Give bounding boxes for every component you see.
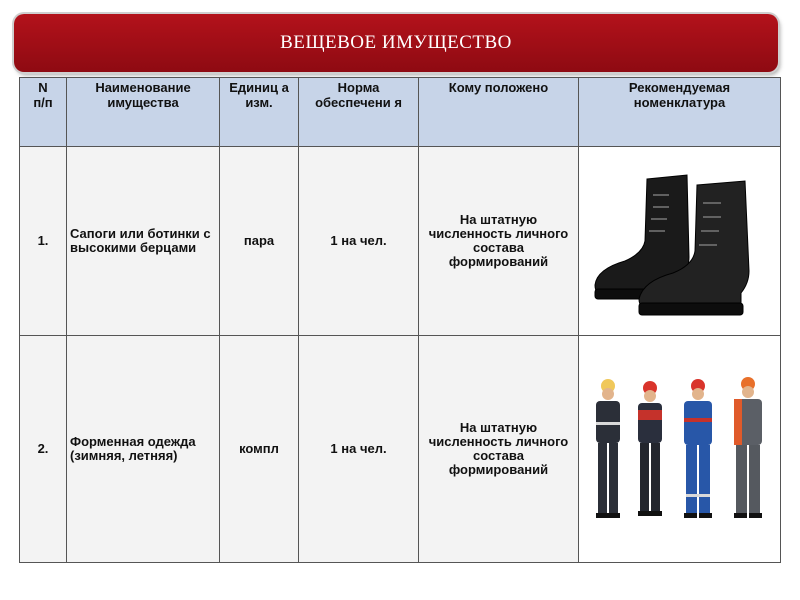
row-number: 1.: [20, 147, 67, 336]
col-header-nomenclature: Рекомендуемая номенклатура: [579, 78, 781, 147]
worker-figure: [734, 377, 762, 518]
worker-figure: [684, 379, 712, 518]
item-image-cell: [579, 336, 781, 563]
item-unit: пара: [220, 147, 299, 336]
item-name: Сапоги или ботинки с высокими берцами: [67, 147, 220, 336]
table-header-row: [20, 78, 781, 147]
table-row: [20, 147, 781, 336]
table-row: [20, 336, 781, 563]
worker-figure: [596, 379, 620, 518]
item-norm: 1 на чел.: [299, 147, 419, 336]
worker-figure: [638, 381, 662, 516]
col-header-name: Наименование имущества: [67, 78, 220, 147]
row-number: 2.: [20, 336, 67, 563]
title-banner: [14, 14, 778, 72]
col-header-norm: Норма обеспечени я: [299, 78, 419, 147]
black-boots-icon: [585, 161, 775, 321]
page-title: ВЕЩЕВОЕ ИМУЩЕСТВО: [280, 32, 512, 53]
col-header-recipient: Кому положено: [419, 78, 579, 147]
item-image-cell: [579, 147, 781, 336]
item-norm: 1 на чел.: [299, 336, 419, 563]
col-header-number: N п/п: [20, 78, 67, 147]
col-header-unit: Единиц а изм.: [220, 78, 299, 147]
item-recipient: На штатную численность личного состава формирований: [419, 336, 579, 563]
workers-uniform-icon: [582, 364, 778, 534]
item-unit: компл: [220, 336, 299, 563]
item-name: Форменная одежда (зимняя, летняя): [67, 336, 220, 563]
property-table: [19, 77, 781, 563]
item-recipient: На штатную численность личного состава формирований: [419, 147, 579, 336]
